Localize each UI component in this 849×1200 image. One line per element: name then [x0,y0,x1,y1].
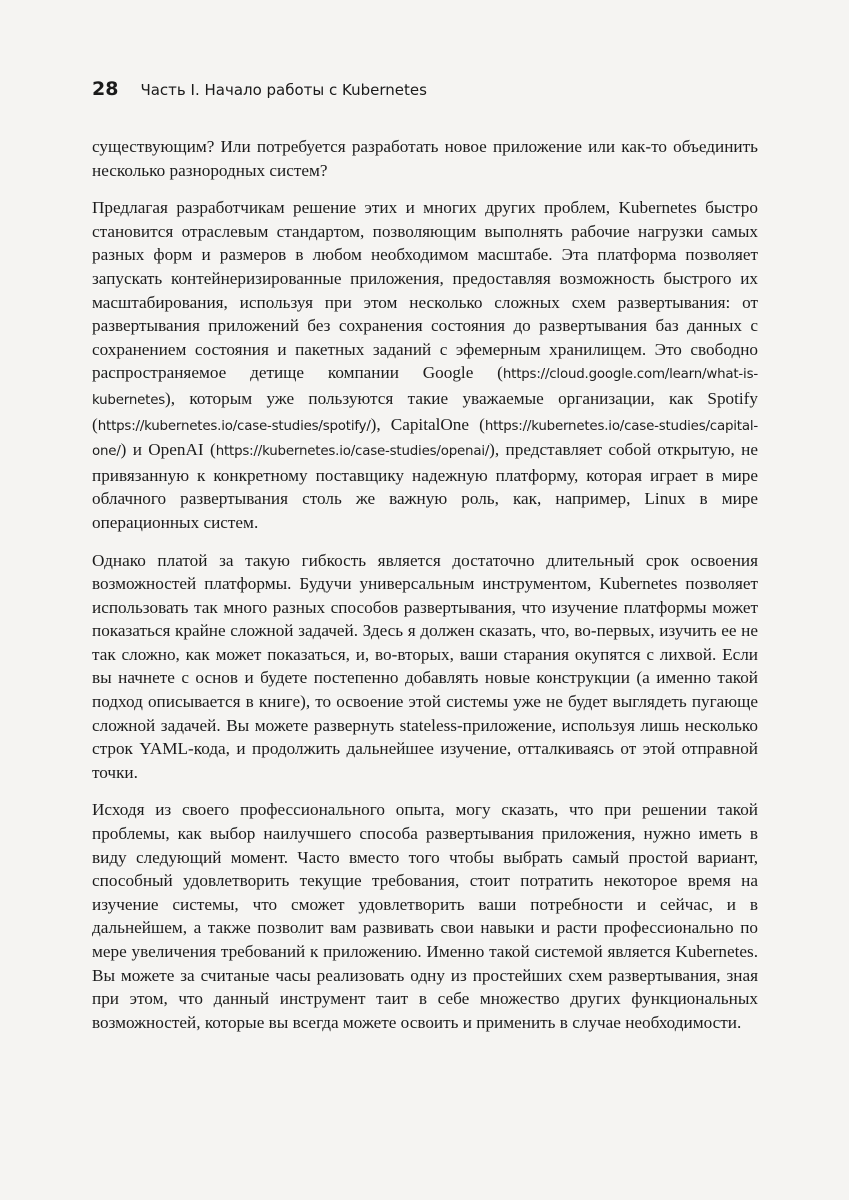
text-segment: ), представляет собой открытую, не привязанную к конкретному поставщику надежную платформу, которая играет в мире облачного развертывания столь же важную роль, как, например, Linux в мире операционных систем. [92,440,758,532]
text-segment: ), CapitalOne ( [370,414,485,434]
url-link-openai[interactable]: https://kubernetes.io/case-studies/openai/ [215,444,490,460]
url-link-capital-one[interactable]: https://kubernetes.io/case-studies/capital-one/ [92,418,758,460]
text-segment: Однако платой за такую гибкость является достаточно длительный срок освоения возможностей платформы. Будучи универсальным инструментом, Kubernetes позволяет использовать так много разных способов развертывания, что изучение платформы может показаться крайне сложной задачей. Здесь я должен сказать, что, во-первых, изучить ее не так сложно, как может показаться, и, во-вторых, ваши старания окупятся с лихвой. Если вы начнете с основ и будете постепенно добавлять новые конструкции (а именно такой подход описывается в книге), то освоение этой системы уже не будет выглядеть пугающе сложной задачей. Вы можете развернуть stateless-приложение, используя лишь несколько строк YAML-кода, и продолжить дальнейшее изучение, отталкиваясь от этой отправной точки. [92,550,758,782]
paragraph [92,135,758,182]
text-segment: Исходя из своего профессионального опыта, могу сказать, что при решении такой проблемы, как выбор наилучшего способа развертывания приложения, нужно иметь в виду следующий момент. Часто вместо того чтобы выбрать самый простой вариант, способный удовлетворить текущие требования, стоит потратить некоторое время на изучение системы, что сможет удовлетворить ваши потребности и сейчас, и в дальнейшем, а также позволит вам развивать свои навыки и расти профессионально по мере увеличения требований к приложению. Именно такой системой является Kubernetes. Вы можете за считаные часы реализовать одну из простейших схем развертывания, зная при этом, что данный инструмент таит в себе множество других функциональных возможностей, которые вы всегда можете освоить и применить в случае необходимости. [92,800,758,1032]
text-segment: Предлагая разработчикам решение этих и многих других проблем, Kubernetes быстро становится отраслевым стандартом, позволяющим выполнять рабочие нагрузки самых разных форм и размеров в любом необходимом масштабе. Эта платформа позволяет запускать контейнеризированные приложения, предоставляя возможность быстрого их масштабирования, используя при этом несколько сложных схем развертывания: от развертывания приложений без сохранения состояния до развертывания баз данных с сохранением состояния и пакетных заданий с эфемерным хранилищем. Это свободно распространяемое детище компании Google ( [92,198,758,383]
body-text [92,135,758,1048]
paragraph [92,798,758,1034]
page-number: 28 [92,78,119,100]
text-segment: ), которым уже пользуются такие уважаемые организации, как Spotify ( [92,388,758,434]
running-head: Часть I. Начало работы с Kubernetes [140,81,427,99]
text-segment: существующим? Или потребуется разработать новое приложение или как-то объединить несколько разнородных систем? [92,137,758,180]
paragraph [92,549,758,785]
text-segment: ) и OpenAI ( [120,440,216,460]
page-header [92,78,427,108]
paragraph [92,196,758,534]
url-link-spotify[interactable]: https://kubernetes.io/case-studies/spotify/ [97,418,371,434]
url-link-google[interactable]: https://cloud.google.com/learn/what-is-kubernetes [92,367,758,408]
